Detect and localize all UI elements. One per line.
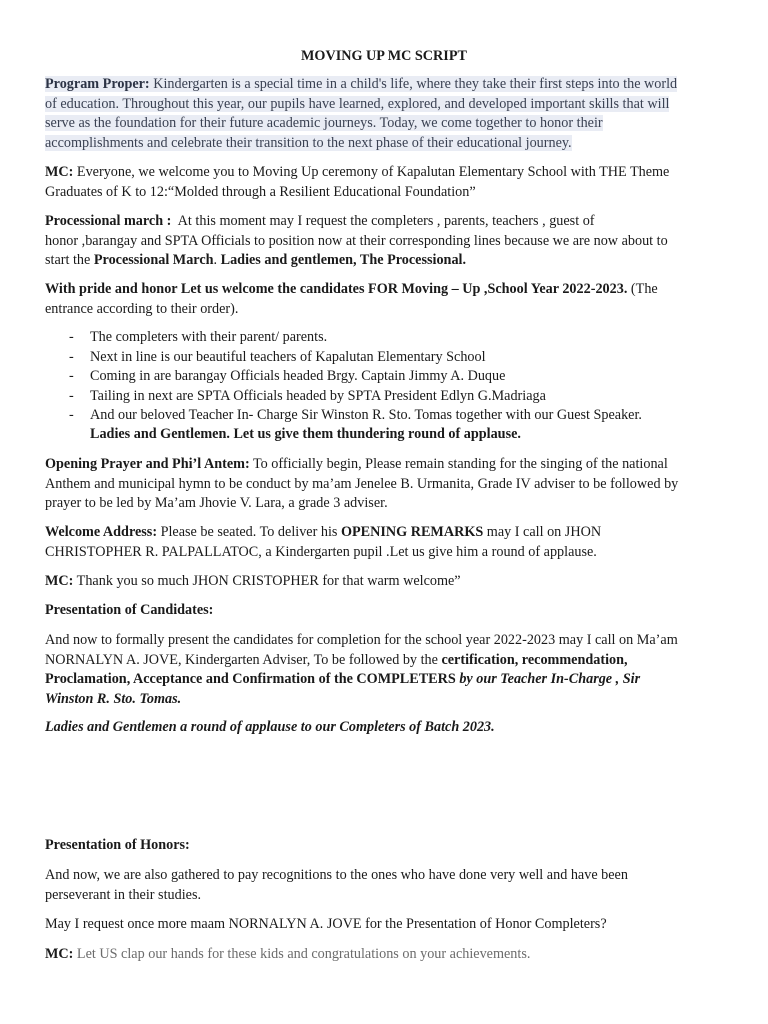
processional-text: start the	[45, 252, 91, 268]
program-proper-line: Kindergarten is a special time in a child's life, where they take their first steps into the world	[153, 76, 678, 92]
entrance-list	[45, 328, 735, 426]
candidates-line: And now to formally present the candidates for completion for the school year 2022-2023 may I call on Ma’am	[45, 632, 678, 648]
welcome-candidates-paragraph	[45, 280, 735, 319]
welcome-address-text: Please be seated. To deliver his	[160, 524, 338, 540]
list-item	[45, 406, 735, 426]
list-dash: -	[69, 407, 74, 423]
processional-paragraph	[45, 212, 735, 271]
presentation-honors-paragraph	[45, 866, 735, 905]
honors-request	[45, 915, 735, 935]
processional-line: honor ,barangay and SPTA Officials to position now at their corresponding lines because we are now about to	[45, 232, 668, 249]
mc-thanks-text: Thank you so much JHON CRISTOPHER for that warm welcome”	[76, 573, 461, 589]
honors-line: And now, we are also gathered to pay recognitions to the ones who have done very well and have been	[45, 867, 628, 883]
welcome-address-paragraph	[45, 523, 735, 562]
program-proper-line: accomplishments and celebrate their transition to the next phase of their educational journey.	[45, 134, 572, 151]
candidates-bold-italic: by our Teacher In-Charge , Sir	[459, 671, 641, 687]
presentation-candidates-heading	[45, 601, 735, 621]
list-dash: -	[69, 348, 74, 365]
candidates-bold: certification, recommendation,	[441, 651, 628, 668]
opening-prayer-paragraph	[45, 455, 735, 514]
program-proper-paragraph	[45, 75, 735, 153]
applause-line: Ladies and Gentlemen. Let us give them thundering round of applause.	[90, 426, 521, 442]
candidates-line: NORNALYN A. JOVE, Kindergarten Adviser, To be followed by the	[45, 651, 438, 668]
program-proper-label: Program Proper:	[45, 76, 150, 92]
section-heading: Presentation of Candidates:	[45, 602, 214, 618]
mc-welcome-line: Graduates of K to 12:“Molded through a Resilient Educational Foundation”	[45, 183, 476, 200]
presentation-honors-heading	[45, 836, 735, 856]
list-dash: -	[69, 368, 74, 384]
list-item-text: The completers with their parent/ parents.	[90, 329, 328, 345]
opening-prayer-label: Opening Prayer and Phi’l Antem:	[45, 456, 250, 472]
welcome-candidates-text: entrance according to their order).	[45, 300, 239, 317]
candidates-bold: Proclamation, Acceptance and Confirmation of the COMPLETERS	[45, 671, 456, 687]
mc-thanks-paragraph	[45, 572, 735, 592]
presentation-candidates-paragraph	[45, 631, 735, 709]
mc-label: MC:	[45, 164, 74, 180]
processional-line: At this moment may I request the completers , parents, teachers , guest of	[177, 213, 595, 229]
candidates-bold-italic: Winston R. Sto. Tomas.	[45, 690, 182, 707]
welcome-address-text: may I call on JHON	[486, 524, 602, 540]
mc-clap-paragraph	[45, 945, 735, 965]
list-item-text: And our beloved Teacher In- Charge Sir Winston R. Sto. Tomas together with our Guest Speaker.	[90, 407, 642, 423]
mc-label: MC:	[45, 573, 74, 589]
honors-request-text: May I request once more maam NORNALYN A. JOVE for the Presentation of Honor Completers?	[45, 916, 607, 932]
mc-welcome-line: Everyone, we welcome you to Moving Up ceremony of Kapalutan Elementary School with THE Theme	[76, 164, 670, 180]
list-dash: -	[69, 387, 74, 404]
welcome-address-text: CHRISTOPHER R. PALPALLATOC, a Kindergarten pupil .Let us give him a round of applause.	[45, 543, 597, 560]
program-proper-line: of education. Throughout this year, our pupils have learned, explored, and developed important skills that will	[45, 95, 670, 112]
opening-prayer-line: prayer to be led by Ma’am Jhovie V. Lara, a grade 3 adviser.	[45, 495, 388, 511]
section-heading: Presentation of Honors:	[45, 837, 190, 853]
list-item-text: Next in line is our beautiful teachers of Kapalutan Elementary School	[90, 348, 486, 365]
opening-prayer-line: Anthem and municipal hymn to be conduct by ma’am Jenelee B. Urmanita, Grade IV adviser to be followed by	[45, 475, 679, 492]
mc-label: MC:	[45, 946, 74, 962]
list-item-text: Coming in are barangay Officials headed Brgy. Captain Jimmy A. Duque	[90, 368, 506, 384]
honors-line: perseverant in their studies.	[45, 886, 202, 903]
opening-prayer-line: To officially begin, Please remain standing for the singing of the national	[252, 456, 668, 472]
processional-bold: Ladies and gentlemen, The Processional.	[220, 252, 467, 268]
candidates-closing-text: Ladies and Gentlemen a round of applause to our Completers of Batch 2023.	[45, 719, 495, 735]
candidates-closing	[45, 718, 735, 738]
welcome-address-label: Welcome Address:	[45, 524, 158, 540]
mc-clap-text: Let US clap our hands for these kids and congratulations on your achievements.	[76, 946, 531, 962]
welcome-candidates-text: (The	[630, 281, 658, 297]
list-item	[45, 367, 735, 387]
list-dash: -	[69, 329, 74, 345]
list-item	[45, 387, 735, 407]
list-item	[45, 328, 735, 348]
program-proper-line: serve as the foundation for their future academic journeys. Today, we come together to honor their	[45, 115, 603, 131]
processional-bold: Processional March	[93, 252, 214, 268]
list-item	[45, 348, 735, 368]
processional-label: Processional march :	[45, 213, 172, 229]
list-item-text: Tailing in next are SPTA Officials headed by SPTA President Edlyn G.Madriaga	[90, 387, 546, 404]
mc-welcome-paragraph	[45, 163, 735, 202]
document-title: MOVING UP MC SCRIPT	[301, 48, 467, 64]
welcome-address-bold: OPENING REMARKS	[340, 524, 484, 540]
processional-text: .	[213, 252, 218, 268]
welcome-candidates-bold: With pride and honor Let us welcome the candidates FOR Moving – Up ,School Year 2022-2023.	[45, 281, 628, 297]
